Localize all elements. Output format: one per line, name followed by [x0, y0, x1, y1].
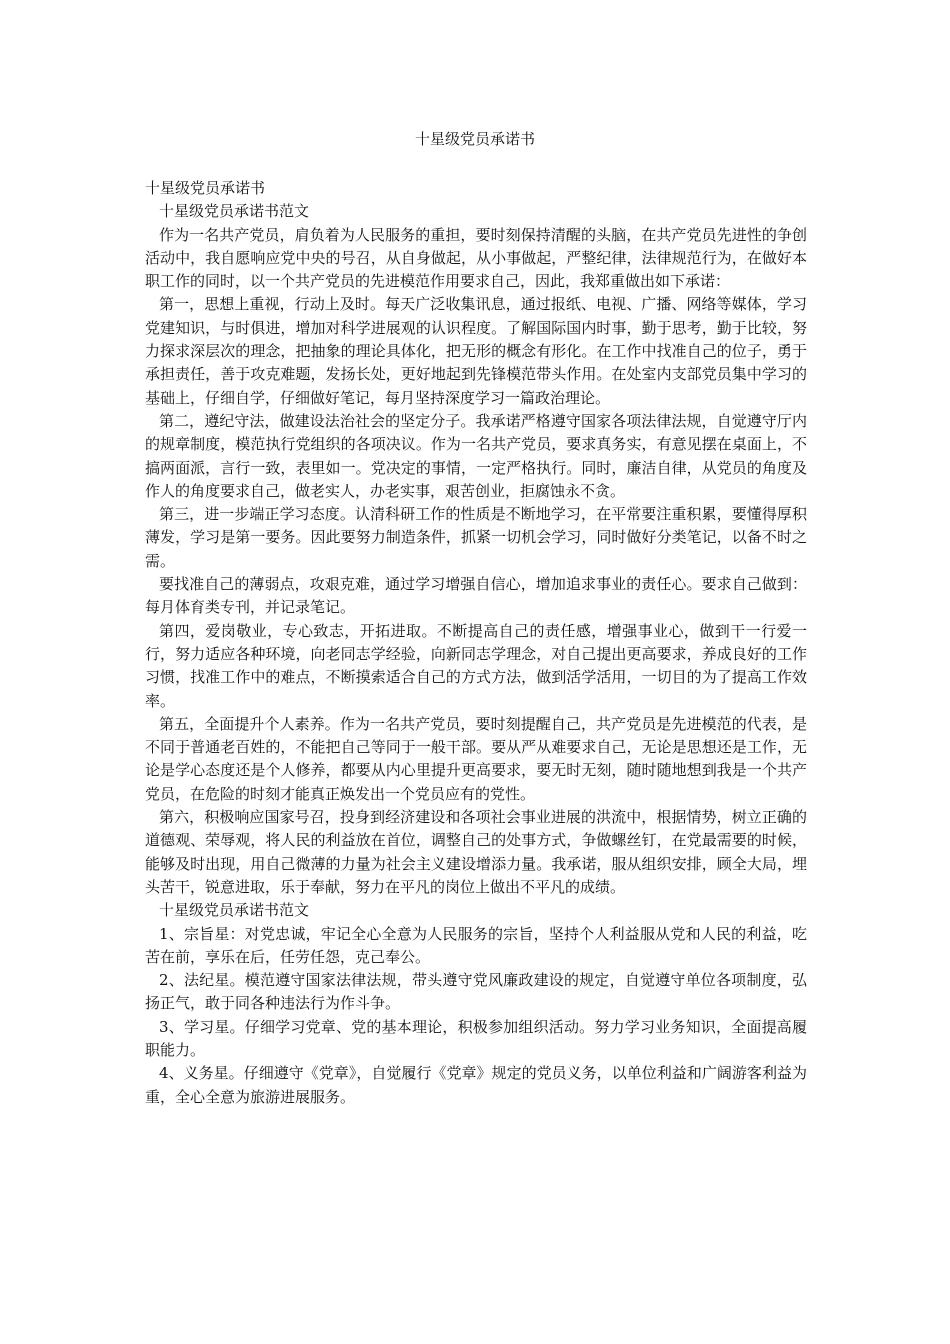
paragraph-first: 第一，思想上重视，行动上及时。每天广泛收集讯息，通过报纸、电视、广播、网络等媒体，学习党建知识，与时俱进，增加对科学进展观的认识程度。了解国际国内时事，勤于思考，勤于比较，努力探求深层次的理念，把抽象的理论具体化，把无形的概念有形化。在工作中找准自己的位子，勇于承担责任，善于攻克难题，发扬长处，更好地起到先锋模范带头作用。在处室内支部党员集中学习的基础上，仔细自学，仔细做好笔记，每月坚持深度学习一篇政治理论。: [145, 295, 807, 407]
document-body: [145, 177, 807, 1109]
page-title: 十星级党员承诺书: [414, 130, 535, 148]
intro-paragraph: 作为一名共产党员，肩负着为人民服务的重担，要时刻保持清醒的头脑，在共产党员先进性的争创活动中，我自愿响应党中央的号召，从自身做起，从小事做起，严整纪律，法律规范行为，在做好本职工作的同时，以一个共产党员的先进模范作用要求自己，因此，我郑重做出如下承诺：: [145, 225, 807, 291]
paragraph-third: 第三，进一步端正学习态度。认清科研工作的性质是不断地学习，在平常要注重积累，要懂得厚积薄发，学习是第一要务。因此要努力制造条件，抓紧一切机会学习，同时做好分类笔记，以备不时之需。: [145, 505, 807, 570]
star-item-1: 1、宗旨星：对党忠诚，牢记全心全意为人民服务的宗旨，坚持个人利益服从党和人民的利益，吃苦在前，享乐在后，任劳任怨，克己奉公。: [145, 924, 807, 966]
star-item-3: 3、学习星。仔细学习党章、党的基本理论，积极参加组织活动。努力学习业务知识，全面提高履职能力。: [145, 1017, 807, 1059]
paragraph-fourth: 第四，爱岗敬业，专心致志，开拓进取。不断提高自己的责任感，增强事业心，做到干一行爱一行，努力适应各种环境，向老同志学经验，向新同志学理念，对自己提出更高要求，养成良好的工作习惯，找准工作中的难点，不断摸索适合自己的方式方法，做到活学活用，一切目的为了提高工作效率。: [145, 621, 807, 710]
paragraph-third-continued: 要找准自己的薄弱点，攻艰克难，通过学习增强自信心，增加追求事业的责任心。要求自己做到：每月体育类专刊，并记录笔记。: [145, 575, 807, 617]
document-subheading-2: 十星级党员承诺书范文: [159, 901, 310, 920]
document-subheading: 十星级党员承诺书范文: [159, 202, 310, 221]
star-item-4: 4、义务星。仔细遵守《党章》，自觉履行《党章》规定的党员义务，以单位利益和广阔游客利益为重，全心全意为旅游进展服务。: [145, 1064, 807, 1106]
paragraph-fifth: 第五，全面提升个人素养。作为一名共产党员，要时刻提醒自己，共产党员是先进模范的代表，是不同于普通老百姓的，不能把自己等同于一般干部。要从严从难要求自己，无论是思想还是工作，无论是学心态度还是个人修养，都要从内心里提升更高要求，要无时无刻，随时随地想到我是一个共产党员，在危险的时刻才能真正焕发出一个党员应有的党性。: [145, 714, 807, 803]
paragraph-second: 第二，遵纪守法，做建设法治社会的坚定分子。我承诺严格遵守国家各项法律法规，自觉遵守厅内的规章制度，模范执行党组织的各项决议。作为一名共产党员，要求真务实，有意见摆在桌面上，不搞两面派，言行一致，表里如一。党决定的事情，一定严格执行。同时，廉洁自律，从党员的角度及作人的角度要求自己，做老实人，办老实事，艰苦创业，拒腐蚀永不贪。: [145, 411, 807, 500]
document-heading: 十星级党员承诺书: [145, 179, 266, 197]
star-item-2: 2、法纪星。模范遵守国家法律法规，带头遵守党风廉政建设的规定，自觉遵守单位各项制度，弘扬正气，敢于同各种违法行为作斗争。: [145, 971, 807, 1013]
paragraph-sixth: 第六，积极响应国家号召，投身到经济建设和各项社会事业进展的洪流中，根据情势，树立正确的道德观、荣辱观，将人民的利益放在首位，调整自己的处事方式，争做螺丝钉，在党最需要的时候，能够及时出现，用自己微薄的力量为社会主义建设增添力量。我承诺，服从组织安排，顾全大局，埋头苦干，锐意进取，乐于奉献，努力在平凡的岗位上做出不平凡的成绩。: [145, 808, 807, 896]
